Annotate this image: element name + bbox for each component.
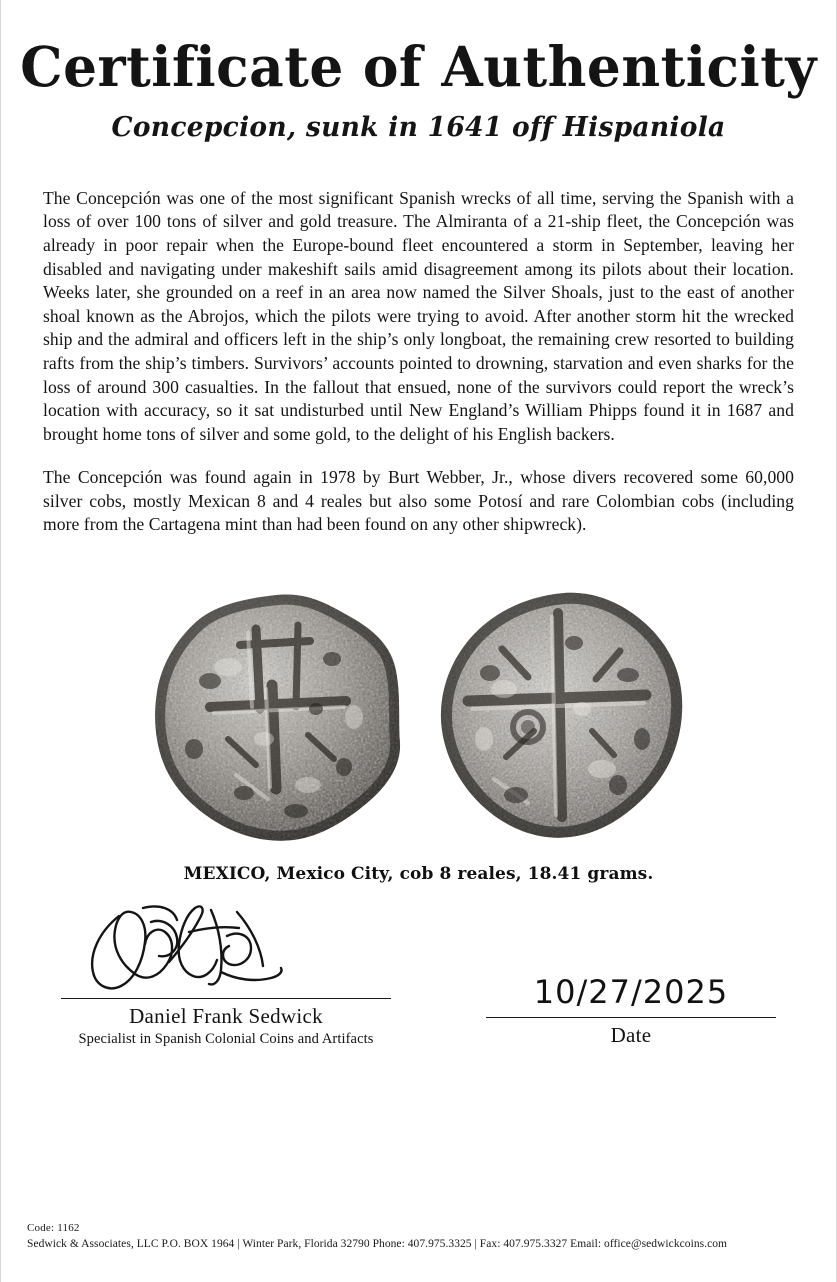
page-subtitle: Concepcion, sunk in 1641 off Hispaniola bbox=[111, 111, 726, 143]
coin-caption: MEXICO, Mexico City, cob 8 reales, 18.41 grams. bbox=[183, 864, 654, 885]
body-text bbox=[43, 187, 794, 537]
signature-image bbox=[81, 906, 391, 998]
signature-name: Daniel Frank Sedwick bbox=[129, 1004, 323, 1029]
coin-reverse-image bbox=[432, 589, 690, 847]
signature-role: Specialist in Spanish Colonial Coins and Artifacts bbox=[78, 1031, 374, 1048]
signature-column bbox=[61, 906, 391, 1048]
footer-company-line: Sedwick & Associates, LLC P.O. BOX 1964 | Winter Park, Florida 32790 Phone: 407.975.3325 | Fax: 407.975.3327 Email: office@sedwickcoins.com bbox=[27, 1238, 728, 1250]
footer bbox=[1, 1222, 836, 1250]
certificate-header bbox=[1, 0, 836, 143]
footer-code: Code: 1162 bbox=[27, 1222, 80, 1234]
coin-obverse-image bbox=[148, 589, 406, 847]
date-column bbox=[486, 919, 776, 1048]
paragraph-2: The Concepción was found again in 1978 by Burt Webber, Jr., whose divers recovered some 60,000 silver cobs, mostly Mexican 8 and 4 reales but also some Potosí and rare Colombian cobs (including more from the Cartagena mint than had been found on any other shipwreck). bbox=[43, 467, 794, 535]
paragraph-1: The Concepción was one of the most significant Spanish wrecks of all time, serving the Spanish with a loss of over 100 tons of silver and gold treasure. The Almiranta of a 21-ship fleet, the Concepción was already in poor repair when the Europe-bound fleet encountered a storm in September, leaving her disabled and navigating under makeshift sails amid disagreement among its pilots about their location. Weeks later, she grounded on a reef in an area now named the Silver Shoals, just to the east of another shoal known as the Abrojos, which the pilots were trying to avoid. After another storm hit the wrecked ship and the admiral and officers left in the ship’s only longboat, the remaining crew resorted to building rafts from the ship’s timbers. Survivors’ accounts pointed to drowning, starvation and even sharks for the loss of around 300 casualties. In the fallout that ensued, none of the survivors could report the wreck’s location with accuracy, so it sat undisturbed until New England’s William Phipps found it in 1687 and brought home tons of silver and some gold, to the delight of his English backers. bbox=[43, 187, 794, 444]
signature-section bbox=[61, 906, 776, 1048]
date-value: 10/27/2025 bbox=[533, 973, 729, 1012]
page-title: Certificate of Authenticity bbox=[20, 34, 817, 99]
coin-images bbox=[1, 575, 836, 860]
date-label: Date bbox=[610, 1023, 652, 1048]
